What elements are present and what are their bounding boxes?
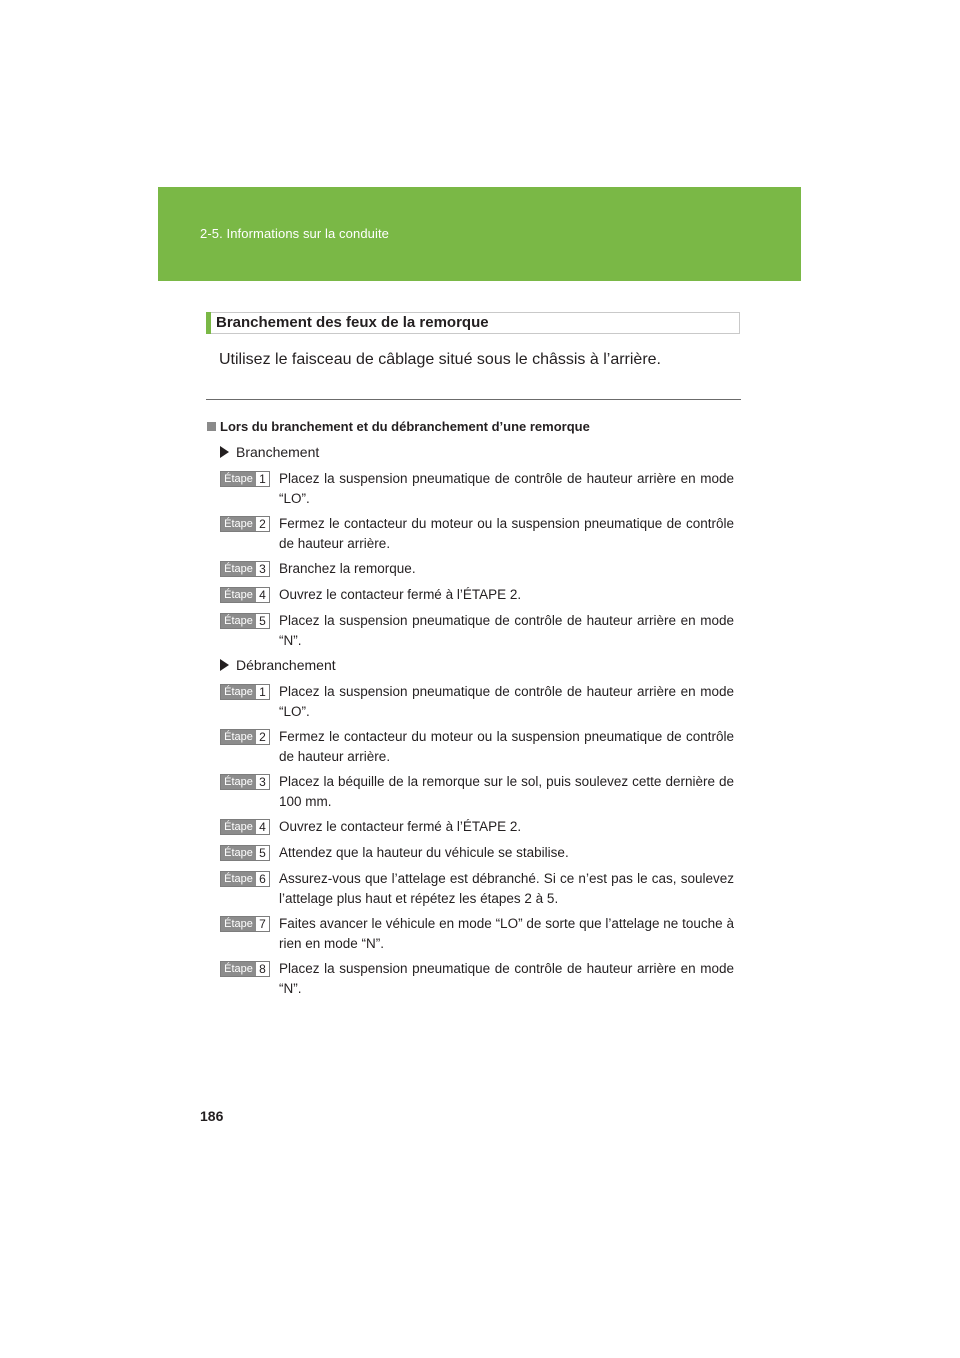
step-badge-label: Étape: [221, 730, 256, 744]
step-badge: [220, 819, 270, 835]
step-text: Faites avancer le véhicule en mode “LO” de sorte que l’attelage ne touche à rien en mode “N”.: [279, 916, 734, 951]
step-badge-number: 2: [259, 730, 266, 744]
step-item: [220, 774, 734, 811]
step-badge: [220, 774, 270, 790]
step-text: Fermez le contacteur du moteur ou la suspension pneumatique de contrôle de hauteur arrière.: [279, 729, 734, 764]
step-badge: [220, 561, 270, 577]
step-badge-label: Étape: [221, 588, 256, 602]
step-badge-label: Étape: [221, 962, 256, 976]
step-badge-number: 2: [259, 517, 266, 531]
step-badge: [220, 516, 270, 532]
step-item: [220, 961, 734, 998]
step-badge-label: Étape: [221, 917, 256, 931]
step-text: Placez la suspension pneumatique de contrôle de hauteur arrière en mode “LO”.: [279, 684, 734, 719]
step-badge: [220, 613, 270, 629]
step-text: Placez la béquille de la remorque sur le sol, puis soulevez cette dernière de 100 mm.: [279, 774, 734, 809]
subheading: [207, 419, 590, 434]
step-badge-number: 1: [259, 472, 266, 486]
step-badge-number: 8: [259, 962, 266, 976]
step-text: Placez la suspension pneumatique de contrôle de hauteur arrière en mode “N”.: [279, 961, 734, 996]
step-item: [220, 561, 734, 579]
step-badge: [220, 471, 270, 487]
divider: [206, 399, 741, 400]
step-badge-number: 5: [259, 846, 266, 860]
group-label-debranchement: [220, 657, 336, 673]
step-badge-number: 1: [259, 685, 266, 699]
step-badge-label: Étape: [221, 775, 256, 789]
step-badge-number: 7: [259, 917, 266, 931]
step-item: [220, 845, 734, 863]
group-label-branchement: [220, 444, 319, 460]
step-badge-label: Étape: [221, 872, 256, 886]
triangle-right-icon: [220, 659, 229, 671]
step-item: [220, 684, 734, 721]
group-label-text: Branchement: [236, 444, 320, 460]
subheading-text: Lors du branchement et du débranchement d’une remorque: [220, 419, 590, 434]
step-text: Ouvrez le contacteur fermé à l’ÉTAPE 2.: [279, 587, 522, 602]
step-badge-label: Étape: [221, 614, 256, 628]
page-number: 186: [200, 1108, 224, 1124]
step-item: [220, 916, 734, 953]
step-badge-label: Étape: [221, 562, 256, 576]
step-badge-number: 4: [259, 820, 266, 834]
step-item: [220, 516, 734, 553]
step-text: Ouvrez le contacteur fermé à l’ÉTAPE 2.: [279, 819, 522, 834]
step-item: [220, 729, 734, 766]
step-item: [220, 613, 734, 650]
step-item: [220, 819, 734, 837]
step-badge: [220, 729, 270, 745]
triangle-right-icon: [220, 446, 229, 458]
intro-text: Utilisez le faisceau de câblage situé sous le châssis à l’arrière.: [219, 351, 661, 368]
step-text: Fermez le contacteur du moteur ou la suspension pneumatique de contrôle de hauteur arrière.: [279, 516, 734, 551]
step-badge-label: Étape: [221, 820, 256, 834]
step-text: Assurez-vous que l’attelage est débranché. Si ce n’est pas le cas, soulevez l’attelage plus haut et répétez les étapes 2 à 5.: [279, 871, 734, 906]
step-item: [220, 587, 734, 605]
step-badge-number: 3: [259, 775, 266, 789]
step-text: Attendez que la hauteur du véhicule se stabilise.: [279, 845, 569, 860]
step-item: [220, 871, 734, 908]
section-heading: [206, 312, 740, 334]
step-badge: [220, 916, 270, 932]
step-badge: [220, 871, 270, 887]
step-item: [220, 471, 734, 508]
step-badge-label: Étape: [221, 517, 256, 531]
heading-accent-bar: [206, 312, 211, 334]
step-badge: [220, 587, 270, 603]
step-badge-number: 3: [259, 562, 266, 576]
group-label-text: Débranchement: [236, 657, 336, 673]
step-text: Placez la suspension pneumatique de contrôle de hauteur arrière en mode “LO”.: [279, 471, 734, 506]
step-badge-number: 6: [259, 872, 266, 886]
step-badge-label: Étape: [221, 685, 256, 699]
step-badge: [220, 684, 270, 700]
step-badge: [220, 961, 270, 977]
heading-title: Branchement des feux de la remorque: [216, 314, 489, 331]
step-badge-number: 4: [259, 588, 266, 602]
section-label: 2-5. Informations sur la conduite: [200, 226, 390, 241]
step-badge: [220, 845, 270, 861]
step-text: Branchez la remorque.: [279, 561, 416, 576]
step-badge-number: 5: [259, 614, 266, 628]
step-badge-label: Étape: [221, 472, 256, 486]
step-text: Placez la suspension pneumatique de contrôle de hauteur arrière en mode “N”.: [279, 613, 734, 648]
step-badge-label: Étape: [221, 846, 256, 860]
square-bullet-icon: [207, 422, 216, 431]
